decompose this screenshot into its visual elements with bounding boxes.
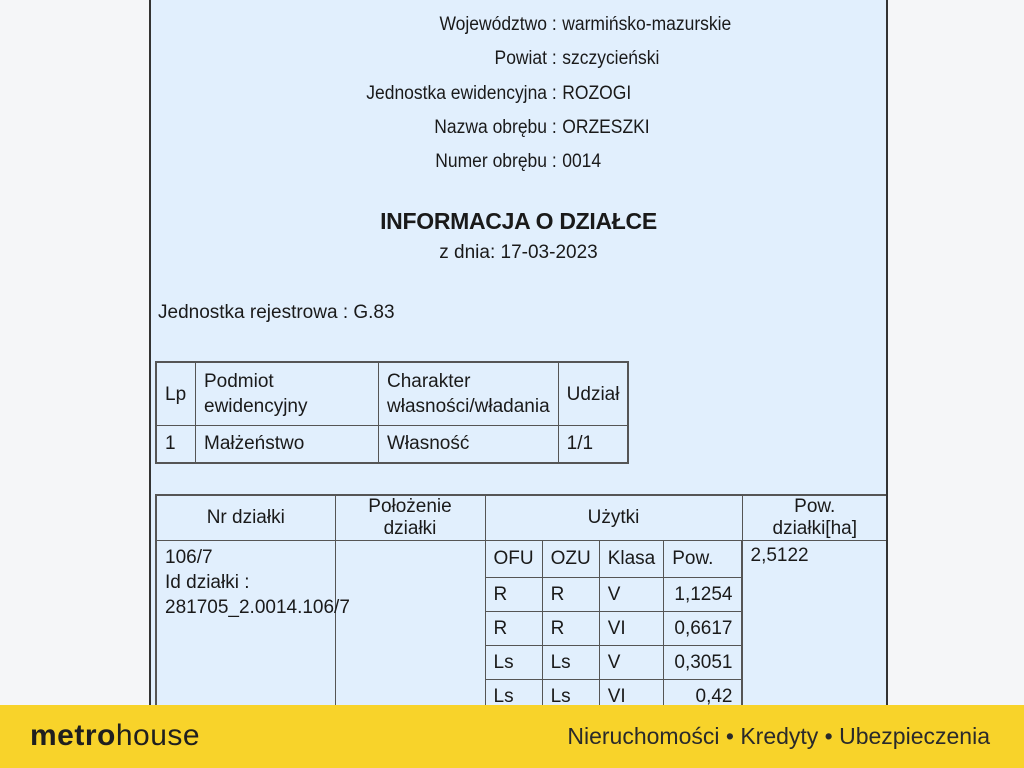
logo-bold: metro bbox=[30, 719, 116, 752]
header-value: szczycieński bbox=[562, 48, 660, 69]
plot-id-label: Id działki : bbox=[165, 572, 250, 593]
col-charakter bbox=[379, 362, 559, 426]
cell-klasa: V bbox=[599, 646, 664, 680]
table-row bbox=[486, 578, 742, 612]
cell-klasa: V bbox=[599, 578, 664, 612]
owners-table bbox=[155, 361, 629, 464]
header-label: Nazwa obrębu : bbox=[434, 117, 557, 138]
cell-pow: 0,6617 bbox=[664, 612, 741, 646]
col-klasa: Klasa bbox=[599, 541, 664, 578]
header-label: Jednostka ewidencyjna : bbox=[366, 83, 557, 104]
jednostka-rejestrowa: Jednostka rejestrowa : G.83 bbox=[158, 302, 395, 323]
table-row bbox=[486, 612, 742, 646]
cell-klasa: VI bbox=[599, 680, 664, 706]
col-nr-dzialki: Nr działki bbox=[156, 495, 335, 541]
cell-pow: 0,42 bbox=[664, 680, 741, 706]
header-row-wojewodztwo bbox=[151, 12, 830, 38]
col-uzytki: Użytki bbox=[485, 495, 742, 541]
plot-row bbox=[156, 541, 888, 706]
col-udzial: Udział bbox=[558, 362, 628, 426]
logo-light: house bbox=[115, 719, 201, 752]
header-row-jednostka bbox=[151, 81, 830, 107]
document-title: INFORMACJA O DZIAŁCE bbox=[380, 208, 657, 234]
cell-lp: 1 bbox=[156, 426, 196, 464]
cell-ofu: R bbox=[486, 578, 543, 612]
cell-udzial: 1/1 bbox=[558, 426, 628, 464]
cell-polozenie bbox=[335, 541, 485, 706]
header-label: Województwo : bbox=[439, 14, 557, 35]
cell-ozu: R bbox=[542, 578, 599, 612]
header-value: ROZOGI bbox=[562, 83, 632, 104]
header-value: 0014 bbox=[562, 151, 602, 172]
document-page bbox=[149, 0, 888, 705]
header-row-obreb bbox=[151, 115, 830, 141]
table-row bbox=[486, 680, 742, 706]
header-value: warmińsko-mazurskie bbox=[562, 14, 732, 35]
uzytki-header-row bbox=[486, 541, 742, 578]
header-label: Powiat : bbox=[494, 48, 557, 69]
col-pow-dzialki: Pow. działki[ha] bbox=[742, 495, 888, 541]
cell-klasa: VI bbox=[599, 612, 664, 646]
cell-podmiot: Małżeństwo bbox=[196, 426, 379, 464]
table-row bbox=[486, 646, 742, 680]
col-charakter-line2: własności/władania bbox=[387, 396, 550, 417]
cell-nr-dzialki bbox=[156, 541, 350, 706]
cell-ofu: Ls bbox=[486, 680, 543, 706]
metrohouse-logo bbox=[30, 719, 200, 753]
cell-ofu: Ls bbox=[486, 646, 543, 680]
col-podmiot: Podmiot ewidencyjny bbox=[196, 362, 379, 426]
cell-ofu: R bbox=[486, 612, 543, 646]
col-ozu: OZU bbox=[542, 541, 599, 578]
footer-banner bbox=[0, 705, 1024, 768]
col-lp: Lp bbox=[156, 362, 196, 426]
owners-header-row bbox=[156, 362, 628, 426]
col-ofu: OFU bbox=[486, 541, 543, 578]
cell-ozu: Ls bbox=[542, 680, 599, 706]
cell-ozu: R bbox=[542, 612, 599, 646]
header-label: Numer obrębu : bbox=[435, 151, 557, 172]
cell-charakter: Własność bbox=[379, 426, 559, 464]
col-polozenie: Położenie działki bbox=[335, 495, 485, 541]
footer-tagline: Nieruchomości • Kredyty • Ubezpieczenia bbox=[567, 723, 990, 749]
col-pow: Pow. bbox=[664, 541, 741, 578]
cell-ozu: Ls bbox=[542, 646, 599, 680]
header-row-numer bbox=[151, 149, 830, 175]
cell-pow: 1,1254 bbox=[664, 578, 741, 612]
document-date: z dnia: 17-03-2023 bbox=[439, 242, 598, 263]
uzytki-table bbox=[486, 541, 742, 705]
cell-pow-dzialki: 2,5122 bbox=[742, 541, 888, 706]
plot-number: 106/7 bbox=[165, 547, 213, 568]
header-value: ORZESZKI bbox=[562, 117, 650, 138]
plot-table bbox=[155, 494, 888, 705]
plot-header-row bbox=[156, 495, 888, 541]
col-charakter-line1: Charakter bbox=[387, 371, 471, 392]
cell-uzytki bbox=[485, 541, 742, 706]
plot-id-value: 281705_2.0014.106/7 bbox=[165, 597, 350, 618]
table-row bbox=[156, 426, 628, 464]
cell-pow: 0,3051 bbox=[664, 646, 741, 680]
header-row-powiat bbox=[151, 46, 830, 72]
